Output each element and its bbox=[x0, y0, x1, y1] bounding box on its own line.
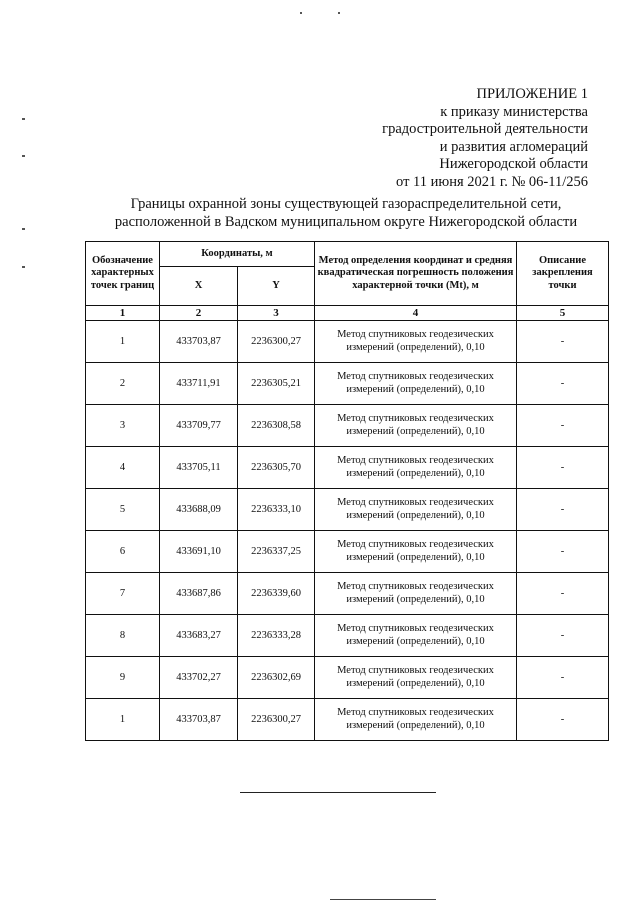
description-cell: - bbox=[517, 531, 609, 573]
y-cell: 2236305,21 bbox=[238, 363, 315, 405]
title-line-2: расположенной в Вадском муниципальном округе Нижегородской области bbox=[114, 213, 578, 230]
table-row bbox=[86, 363, 609, 405]
table-row bbox=[86, 531, 609, 573]
y-cell: 2236302,69 bbox=[238, 657, 315, 699]
method-cell: Метод спутниковых геодезических измерений (определений), 0,10 bbox=[315, 531, 517, 573]
scan-speck bbox=[22, 266, 25, 268]
table-row bbox=[86, 489, 609, 531]
point-cell: 1 bbox=[86, 699, 160, 741]
point-cell: 4 bbox=[86, 447, 160, 489]
table-row bbox=[86, 573, 609, 615]
x-cell: 433688,09 bbox=[160, 489, 238, 531]
method-cell: Метод спутниковых геодезических измерений (определений), 0,10 bbox=[315, 699, 517, 741]
column-numbers-row bbox=[86, 306, 609, 321]
description-cell: - bbox=[517, 321, 609, 363]
table-row bbox=[86, 321, 609, 363]
method-cell: Метод спутниковых геодезических измерений (определений), 0,10 bbox=[315, 657, 517, 699]
y-cell: 2236333,10 bbox=[238, 489, 315, 531]
document-title bbox=[86, 196, 606, 231]
x-cell: 433687,86 bbox=[160, 573, 238, 615]
point-cell: 7 bbox=[86, 573, 160, 615]
method-cell: Метод спутниковых геодезических измерений (определений), 0,10 bbox=[315, 447, 517, 489]
x-cell: 433709,77 bbox=[160, 405, 238, 447]
method-cell: Метод спутниковых геодезических измерений (определений), 0,10 bbox=[315, 405, 517, 447]
point-cell: 3 bbox=[86, 405, 160, 447]
x-cell: 433705,11 bbox=[160, 447, 238, 489]
scan-speck bbox=[22, 228, 25, 230]
description-cell: - bbox=[517, 615, 609, 657]
method-cell: Метод спутниковых геодезических измерений (определений), 0,10 bbox=[315, 573, 517, 615]
header-description: Описание закрепления точки bbox=[517, 242, 609, 306]
method-cell: Метод спутниковых геодезических измерений (определений), 0,10 bbox=[315, 363, 517, 405]
table-row bbox=[86, 447, 609, 489]
column-number: 1 bbox=[86, 306, 160, 321]
signature-divider bbox=[240, 792, 436, 793]
scan-speck bbox=[22, 118, 25, 120]
point-cell: 6 bbox=[86, 531, 160, 573]
x-cell: 433683,27 bbox=[160, 615, 238, 657]
header-coordinates: Координаты, м bbox=[160, 242, 315, 267]
scan-speck bbox=[300, 12, 302, 14]
table-row bbox=[86, 699, 609, 741]
description-cell: - bbox=[517, 657, 609, 699]
description-cell: - bbox=[517, 699, 609, 741]
table-row bbox=[86, 657, 609, 699]
y-cell: 2236339,60 bbox=[238, 573, 315, 615]
description-cell: - bbox=[517, 405, 609, 447]
y-cell: 2236333,28 bbox=[238, 615, 315, 657]
order-reference: к приказу министерства bbox=[440, 103, 588, 120]
column-number: 4 bbox=[315, 306, 517, 321]
coordinates-table bbox=[85, 241, 609, 741]
point-cell: 1 bbox=[86, 321, 160, 363]
x-cell: 433711,91 bbox=[160, 363, 238, 405]
x-cell: 433703,87 bbox=[160, 699, 238, 741]
table-row bbox=[86, 405, 609, 447]
ministry-line-2: и развития агломераций bbox=[439, 138, 588, 155]
appendix-header bbox=[382, 86, 588, 191]
order-date-number: от 11 июня 2021 г. № 06-11/256 bbox=[396, 173, 588, 190]
ministry-line-1: градостроительной деятельности bbox=[382, 121, 588, 137]
header-method: Метод определения координат и средняя квадратическая погрешность положения характерной точки (Mt), м bbox=[315, 242, 517, 306]
column-number: 3 bbox=[238, 306, 315, 321]
description-cell: - bbox=[517, 447, 609, 489]
description-cell: - bbox=[517, 363, 609, 405]
header-designation: Обозначение характерных точек границ bbox=[86, 242, 160, 306]
y-cell: 2236300,27 bbox=[238, 321, 315, 363]
point-cell: 8 bbox=[86, 615, 160, 657]
column-number: 5 bbox=[517, 306, 609, 321]
y-cell: 2236305,70 bbox=[238, 447, 315, 489]
point-cell: 9 bbox=[86, 657, 160, 699]
x-cell: 433703,87 bbox=[160, 321, 238, 363]
header-y: Y bbox=[238, 267, 315, 306]
scan-speck bbox=[338, 12, 340, 14]
point-cell: 5 bbox=[86, 489, 160, 531]
header-x: X bbox=[160, 267, 238, 306]
column-number: 2 bbox=[160, 306, 238, 321]
x-cell: 433691,10 bbox=[160, 531, 238, 573]
method-cell: Метод спутниковых геодезических измерений (определений), 0,10 bbox=[315, 321, 517, 363]
region-line: Нижегородской области bbox=[439, 156, 588, 172]
method-cell: Метод спутниковых геодезических измерений (определений), 0,10 bbox=[315, 615, 517, 657]
bottom-divider bbox=[330, 899, 436, 900]
method-cell: Метод спутниковых геодезических измерений (определений), 0,10 bbox=[315, 489, 517, 531]
title-line-1: Границы охранной зоны существующей газораспределительной сети, bbox=[130, 196, 562, 212]
y-cell: 2236308,58 bbox=[238, 405, 315, 447]
description-cell: - bbox=[517, 573, 609, 615]
appendix-title: ПРИЛОЖЕНИЕ 1 bbox=[476, 86, 588, 102]
point-cell: 2 bbox=[86, 363, 160, 405]
scan-speck bbox=[22, 155, 25, 157]
y-cell: 2236337,25 bbox=[238, 531, 315, 573]
description-cell: - bbox=[517, 489, 609, 531]
y-cell: 2236300,27 bbox=[238, 699, 315, 741]
x-cell: 433702,27 bbox=[160, 657, 238, 699]
table-row bbox=[86, 615, 609, 657]
